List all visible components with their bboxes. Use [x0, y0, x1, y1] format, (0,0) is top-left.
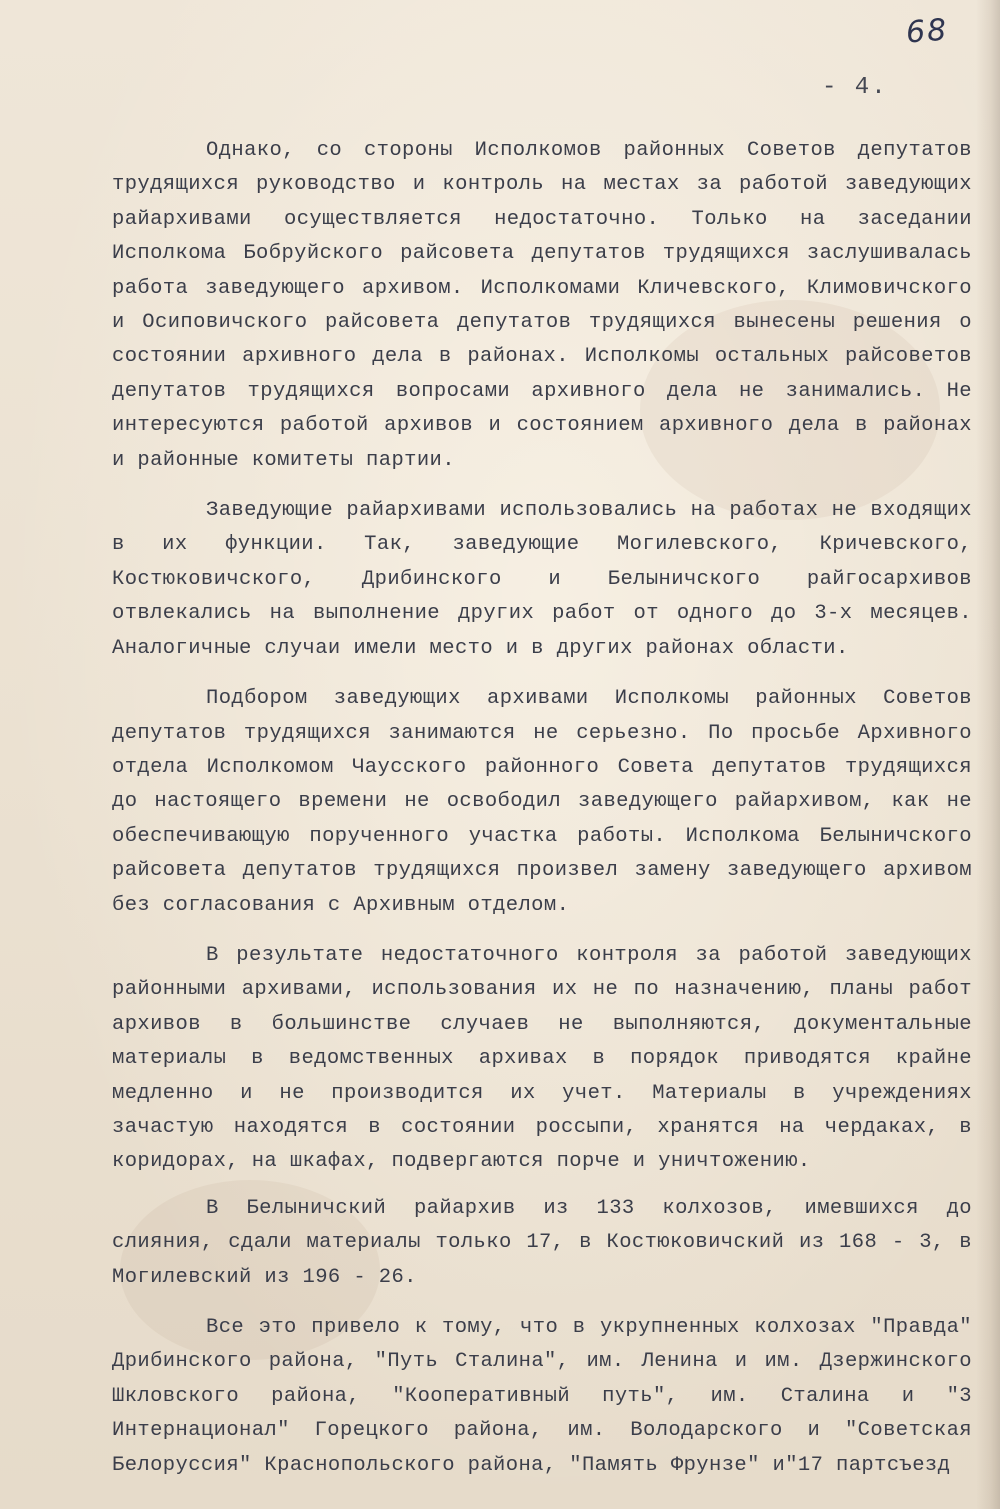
paragraph: В результате недостаточного контроля за работой заведующих районными архивами, использования их не по назначению, планы работ архивов в большинстве случаев не выполняются, документальные материалы в ведомственных архивах в порядок приводятся крайне медленно и не производится их учет. Материалы в учреждениях зачастую находятся в состоянии россыпи, хранятся на чердаках, в коридорах, на шкафах, подвергаются порче и уничтожению. [112, 943, 972, 1174]
paragraph: Все это привело к тому, что в укрупненных колхозах "Правда" Дрибинского района, "Путь Сталина", им. Ленина и им. Дзержинского Шкловского района, "Кооперативный путь", им. Сталина и "3 Интернационал" Горецкого района, им. Володарского и "Советская Белоруссия" Краснопольского района, "Память Фрунзе" и"17 партсъезд [112, 1316, 972, 1477]
paragraph: Однако, со стороны Исполкомов районных Советов депутатов трудящихся руководство и контроль на местах за работой заведующих райархивами осуществляется недостаточно. Только на заседании Исполкома Бобруйского райсовета депутатов трудящихся заслушивалась работа заведующего архивом. Исполкомами Кличевского, Климовичского и Осиповичского райсовета депутатов трудящихся вынесены решения о состоянии архивного дела в районах. Исполкомы остальных райсоветов депутатов трудящихся вопросами архивного дела не занимались. Не интересуются работой архивов и состоянием архивного дела в районах и районные комитеты партии. [112, 139, 972, 472]
document-body [112, 134, 972, 1483]
paragraph: В Белыничский райархив из 133 колхозов, имевшихся до слияния, сдали материалы только 17, в Костюковичский из 168 - 3, в Могилевский из 196 - 26. [112, 1196, 972, 1289]
archive-sheet-number: 68 [904, 12, 950, 51]
paper-binding-edge [976, 0, 1000, 1509]
paragraph: Подбором заведующих архивами Исполкомы районных Советов депутатов трудящихся занимаются не серьезно. По просьбе Архивного отдела Исполкомом Чаусского районного Совета депутатов трудящихся до настоящего времени не освободил заведующего райархивом, как не обеспечивающую порученного участка работы. Исполкома Белыничского райсовета депутатов трудящихся произвел замену заведующего архивом без согласования с Архивным отделом. [112, 687, 972, 917]
paragraph: Заведующие райархивами использовались на работах не входящих в их функции. Так, заведующие Могилевского, Кричевского, Костюковичского, Дрибинского и Белыничского райгосархивов отвлекались на выполнение других работ от одного до 3-х месяцев. Аналогичные случаи имели место и в других районах области. [112, 499, 972, 660]
page-number: - 4. [822, 74, 888, 101]
